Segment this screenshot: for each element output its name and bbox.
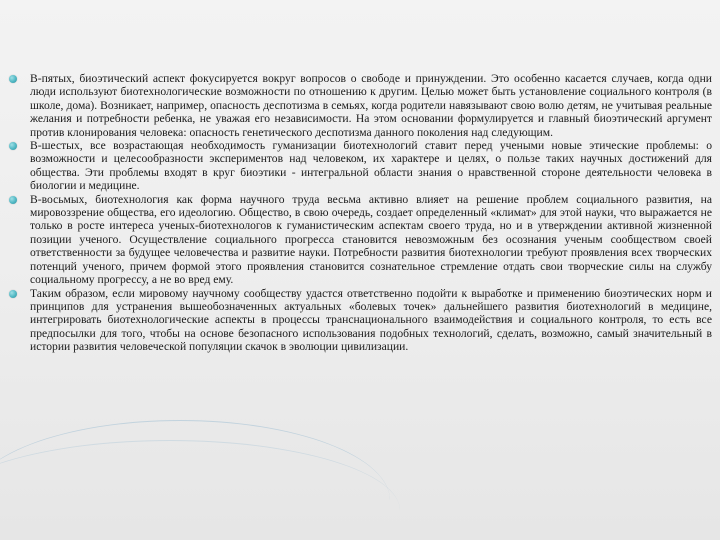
bullet-item-eighth [6, 193, 712, 287]
bullet-dot-icon [9, 142, 17, 150]
bullet-text: Таким образом, если мировому научному сообществу удастся ответственно подойти к выработке и применению биоэтических норм и принципов для устранения вышеобозначенных актуальных «болевых точек» дальнейшего развития биотехнологий в медицине, интегрировать биотехнологические аспекты в процессы транснационального взаимодействия и социального контроля, то есть все предпосылки для того, чтобы на основе безопасного использования подобных технологий, сделать, возможно, самый значительный в истории развития человеческой популяции скачок в эволюции цивилизации. [30, 286, 712, 354]
bullet-item-fifth [6, 72, 712, 139]
bullet-item-conclusion [6, 287, 712, 354]
bullet-dot-icon [9, 196, 17, 204]
bullet-dot-icon [9, 75, 17, 83]
bullet-item-sixth [6, 139, 712, 193]
bullet-text: В-восьмых, биотехнология как форма научного труда весьма активно влияет на решение проблем социального развития, на мировоззрение общества, его идеологию. Общество, в свою очередь, создает определенный «климат» для этой науки, что выражается не только в росте интереса ученых-биотехнологов к гуманистическим аспектам своего труда, но и в утверждении активной жизненной позиции ученого. Осуществление социального прогресса становится невозможным без осознания ученым сообществом своей ответственности за будущее человечества и развитие науки. Потребности развития биотехнологии требуют проявления всех творческих потенций ученого, причем формой этого проявления становится сознательное стремление отдать свои творческие силы на службу социальному прогрессу, а не во вред ему. [30, 192, 712, 287]
slide-body [6, 72, 712, 354]
bullet-list [6, 72, 712, 354]
bullet-text: В-пятых, биоэтический аспект фокусируется вокруг вопросов о свободе и принуждении. Это особенно касается случаев, когда одни люди используют биотехнологические возможности по отношению к другим. Целью может быть установление социального контроля (в школе, дома). Возникает, например, опасность деспотизма в семьях, когда родители навязывают свою волю детям, не учитывая реальные желания и потребности ребенка, не уважая его независимости. На этом основании формулируется и главный биоэтический аргумент против клонирования человека: опасность генетического деспотизма данного поколения над следующим. [30, 72, 712, 139]
bullet-dot-icon [9, 290, 17, 298]
bullet-text: В-шестых, все возрастающая необходимость гуманизации биотехнологий ставит перед учеными новые этические проблемы: о возможности и целесообразности экспериментов над человеком, их характере и целях, о пользе таких научных достижений для общества. Эти проблемы входят в круг биоэтики - интегральной области знания о нравственной стороне деятельности человека в биологии и медицине. [30, 139, 712, 193]
